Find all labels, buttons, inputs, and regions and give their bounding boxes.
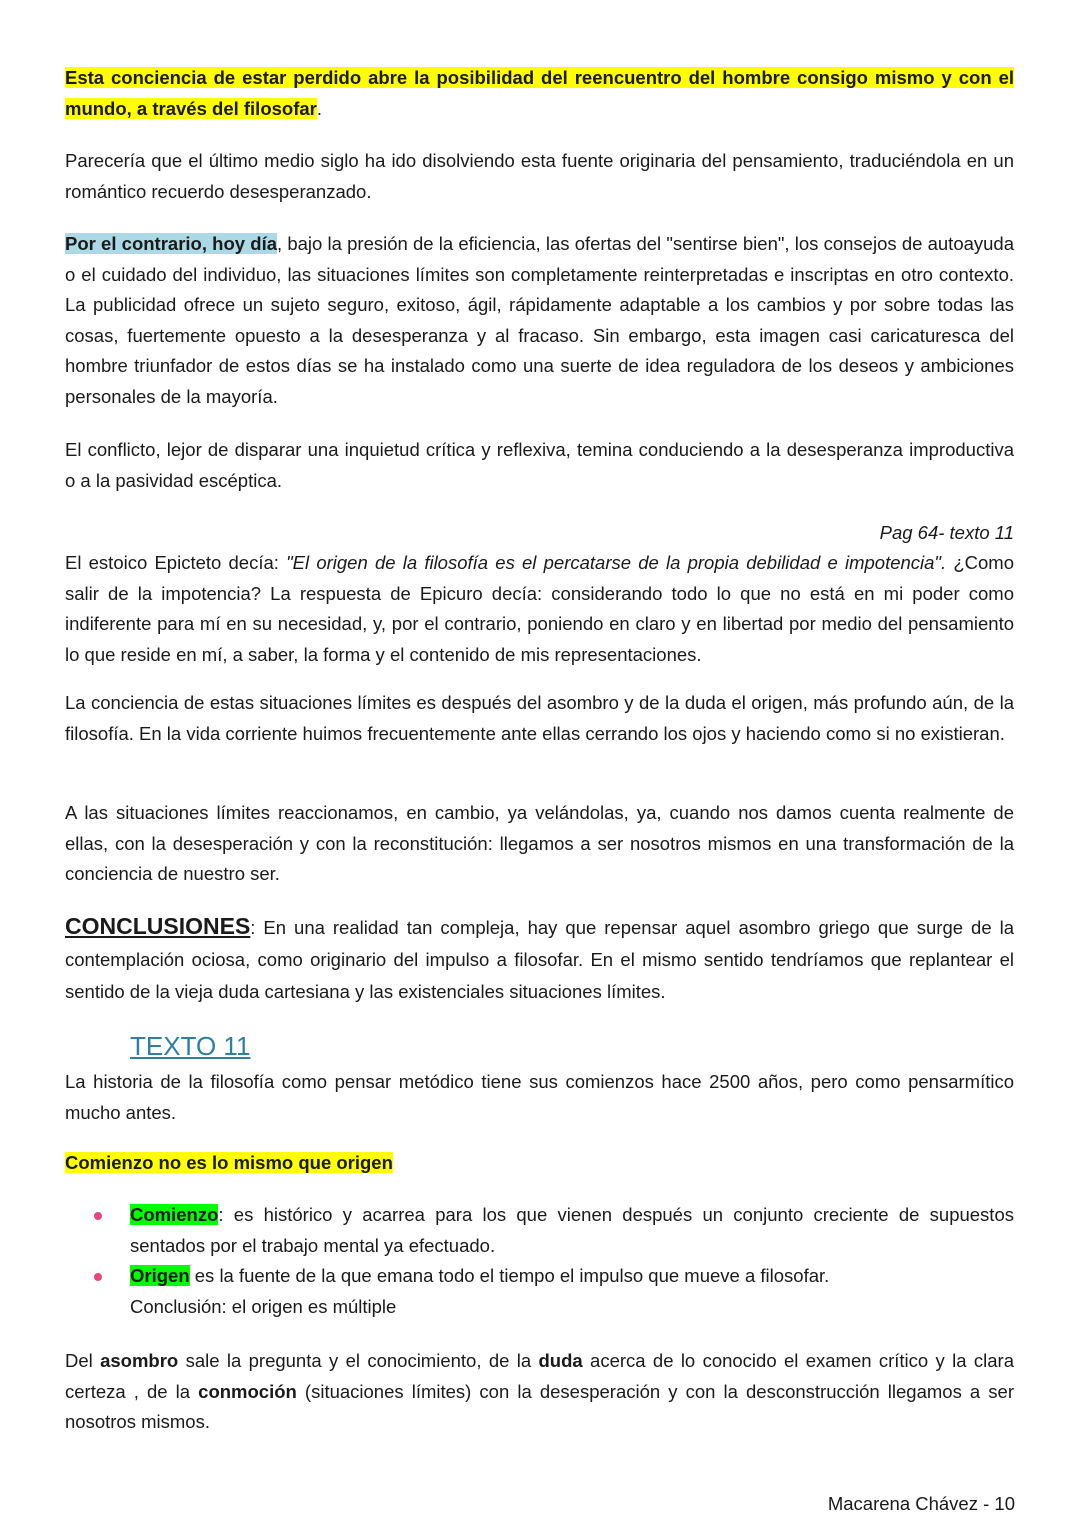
bullet-dot-icon [94,1273,102,1281]
paragraph-7: A las situaciones límites reaccionamos, en cambio, ya velándolas, ya, cuando nos damos cuenta realmente de ellas, con la desesperación y con la reconstitución: llegamos a ser nosotros mismos en una transformación de la conciencia de nuestro ser. [65,802,1014,884]
highlighted-statement: Esta conciencia de estar perdido abre la posibilidad del reencuentro del hombre consigo mismo y con el mundo, a través del filosofar [65,67,1014,119]
term-origen: Origen [130,1265,190,1286]
section-heading: TEXTO 11 [130,1031,251,1061]
subheading [65,1148,1014,1179]
list-item: Comienzo: es histórico y acarrea para los que vienen después un conjunto creciente de supuestos sentados por el trabajo mental ya efectuado. [65,1200,1014,1261]
conclusions-paragraph: CONCLUSIONES: En una realidad tan compleja, hay que repensar aquel asombro griego que surge de la contemplación ociosa, como originario del impulso a filosofar. En el mismo sentido tendríamos que replantear el sentido de la vieja duda cartesiana y las existenciales situaciones límites. [65,913,1014,1002]
conclusion-note: Conclusión: el origen es múltiple [130,1295,397,1317]
paragraph-2: Parecería que el último medio siglo ha ido disolviendo esta fuente originaria del pensamiento, traduciéndola en un romántico recuerdo desesperanzado. [65,150,1014,202]
paragraph-8: La historia de la filosofía como pensar metódico tiene sus comienzos hace 2500 años, pero como pensarmítico mucho antes. [65,1071,1014,1123]
final-paragraph: Del asombro sale la pregunta y el conocimiento, de la duda acerca de lo conocido el examen crítico y la clara certeza , de la conmoción (situaciones límites) con la desesperación y con la desconstrucción llegamos a ser nosotros mismos. [65,1350,1014,1432]
conclusions-heading: CONCLUSIONES [65,913,251,939]
bullet-list [65,1200,1014,1322]
epicteto-quote: "El origen de la filosofía es el percatarse de la propia debilidad e impotencia". [286,552,947,573]
paragraph-intro: Esta conciencia de estar perdido abre la posibilidad del reencuentro del hombre consigo mismo y con el mundo, a través del filosofar. [65,67,1014,119]
highlighted-phrase: Por el contrario, hoy día [65,233,278,254]
paragraph-4: El conflicto, lejor de disparar una inquietud crítica y reflexiva, temina conduciendo a la desesperanza improductiva o a la pasividad escéptica. [65,439,1014,491]
list-item: Origen es la fuente de la que emana todo el tiempo el impulso que mueve a filosofar. Conclusión: el origen es múltiple [65,1261,1014,1322]
paragraph-3: Por el contrario, hoy día, bajo la presión de la eficiencia, las ofertas del "sentirse bien", los consejos de autoayuda o el cuidado del individuo, las situaciones límites son completamente reinterpretadas e inscriptas en otro contexto. La publicidad ofrece un sujeto seguro, exitoso, ágil, rápidamente adaptable a los cambios y por sobre todas las cosas, fuertemente opuesto a la desesperanza y al fracaso. Sin embargo, esta imagen casi caricaturesca del hombre triunfador de estos días se ha instalado como una suerte de idea reguladora de los deseos y ambiciones personales de la mayoría. [65,233,1015,407]
highlighted-subheading: Comienzo no es lo mismo que origen [65,1152,393,1173]
page-reference: Pag 64- texto 11 [879,522,1014,543]
paragraph-5: El estoico Epicteto decía: "El origen de la filosofía es el percatarse de la propia debilidad e impotencia". ¿Como salir de la impotencia? La respuesta de Epicuro decía: considerando todo lo que no está en mi poder como indiferente para mí en su necesidad, y, por el contrario, poniendo en claro y en libertad por medio del pensamiento lo que reside en mí, a saber, la forma y el contenido de mis representaciones. [65,552,1014,665]
page-footer: Macarena Chávez - 10 [827,1493,1015,1514]
term-comienzo: Comienzo [130,1204,219,1225]
paragraph-6: La conciencia de estas situaciones límites es después del asombro y de la duda el origen, más profundo aún, de la filosofía. En la vida corriente huimos frecuentemente ante ellas cerrando los ojos y haciendo como si no existieran. [65,692,1014,744]
bullet-dot-icon [94,1212,102,1220]
